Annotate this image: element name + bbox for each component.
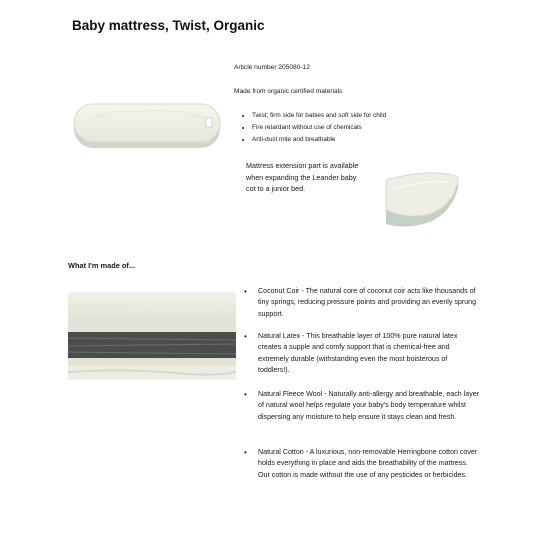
- material-natural-latex: • Natural Latex - This breathable layer of 100% pure natural latex creates a supple and comfy support that is chemical-free and extremely durable (withstanding even the most boisterous of toddlers!).: [244, 331, 480, 389]
- mattress-photo: [72, 96, 224, 156]
- feature-list: [240, 110, 386, 146]
- feature-item: • Anti-dust mite and breathable: [252, 134, 386, 146]
- page-title: Baby mattress, Twist, Organic: [72, 18, 265, 33]
- feature-item: • Twist; firm side for babies and soft side for child: [252, 110, 386, 122]
- layers-cross-section-photo: [68, 288, 236, 388]
- made-from-text: Made from organic certified materials: [234, 88, 343, 95]
- material-natural-cotton: • Natural Cotton - A luxurious, non-removable Herringbone cotton cover holds everything in place and aids the breathability of the mattress. Our cotton is made without the use of any pesticides or herbicides.: [244, 447, 480, 507]
- extension-text: Mattress extension part is available when expanding the Leander baby cot to a junior bed.: [246, 161, 359, 193]
- section-heading: What I'm made of...: [68, 261, 136, 270]
- article-number: Article number 205080-12: [234, 64, 310, 71]
- materials-list: [244, 286, 480, 507]
- material-coconut-coir: • Coconut Coir - The natural core of coconut coir acts like thousands of tiny springs, reducing pressure points and providing an evenly sprung support.: [244, 286, 480, 331]
- feature-item: • Fire retardant without use of chemicals: [252, 122, 386, 134]
- material-natural-fleece-wool: • Natural Fleece Wool - Naturally anti-allergy and breathable, each layer of natural wool helps regulate your baby's body temperature whilst dispersing any moisture to help ensure it stays clean and fresh.: [244, 389, 480, 447]
- extension-part-photo: [382, 168, 464, 230]
